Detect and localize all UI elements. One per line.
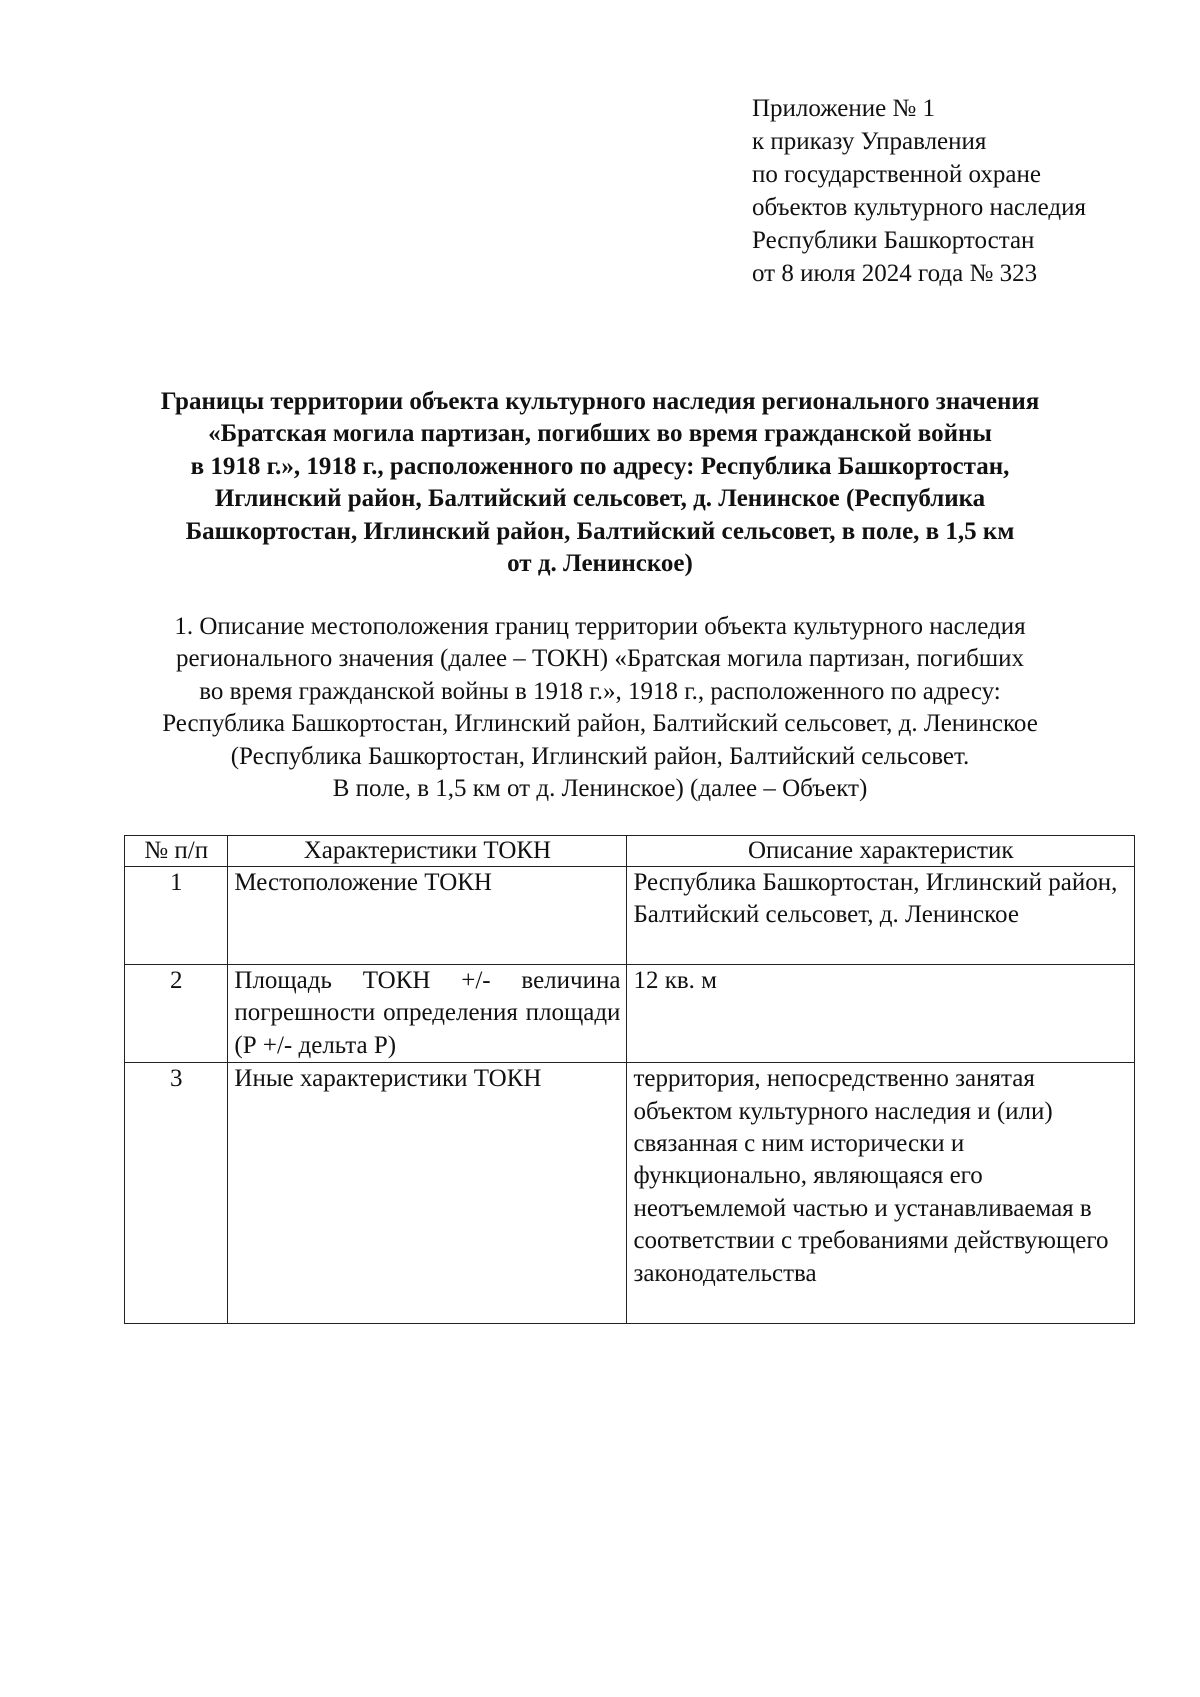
- title-line: Границы территории объекта культурного наследия регионального значения: [160, 388, 1040, 415]
- title-line: Иглинский район, Балтийский сельсовет, д. Ленинское (Республика: [214, 485, 986, 513]
- header-characteristic: Характеристики ТОКН: [228, 836, 627, 867]
- section-line: Республика Башкортостан, Иглинский район, Балтийский сельсовет, д. Ленинское: [162, 710, 1038, 738]
- table-row: [125, 965, 1135, 1063]
- appendix-line: объектов культурного наследия: [752, 194, 1086, 221]
- section-line: регионального значения (далее – ТОКН) «Братская могила партизан, погибших: [175, 645, 1025, 673]
- row-number: 3: [125, 1063, 228, 1324]
- section-1-description: [100, 611, 1100, 805]
- section-line: (Республика Башкортостан, Иглинский район, Балтийский сельсовет.: [230, 742, 970, 770]
- section-line: В поле, в 1,5 км от д. Ленинское) (далее – Объект): [332, 775, 868, 803]
- appendix-block: [752, 92, 1172, 290]
- header-description: Описание характеристик: [627, 836, 1135, 867]
- appendix-line: Приложение № 1: [752, 95, 936, 122]
- title-line: «Братская могила партизан, погибших во время гражданской войны: [208, 420, 992, 448]
- characteristics-table: [124, 835, 1135, 1324]
- section-line: во время гражданской войны в 1918 г.», 1918 г., расположенного по адресу:: [199, 677, 1001, 705]
- appendix-line: к приказу Управления: [752, 128, 987, 155]
- title-line: от д. Ленинское): [507, 550, 693, 578]
- row-characteristic: Местоположение ТОКН: [228, 867, 627, 965]
- row-number: 2: [125, 965, 228, 1063]
- row-characteristic: Площадь ТОКН +/- величина погрешности определения площади (Р +/- дельта Р): [228, 965, 627, 1063]
- row-characteristic: Иные характеристики ТОКН: [228, 1063, 627, 1324]
- document-title: [100, 386, 1100, 580]
- table-row: [125, 867, 1135, 965]
- header-number: № п/п: [125, 836, 228, 867]
- appendix-line: Республики Башкортостан: [752, 227, 1035, 254]
- title-line: в 1918 г.», 1918 г., расположенного по адресу: Республика Башкортостан,: [190, 452, 1010, 480]
- row-description: 12 кв. м: [627, 965, 1135, 1063]
- section-line: 1. Описание местоположения границ территории объекта культурного наследия: [174, 613, 1026, 640]
- row-description: территория, непосредственно занятая объектом культурного наследия и (или) связанная с ним исторически и функционально, являющаяся его неотъемлемой частью и устанавливаемая в соответствии с требованиями действующего законодательства: [627, 1063, 1135, 1324]
- appendix-line: по государственной охране: [752, 161, 1042, 188]
- appendix-line: от 8 июля 2024 года № 323: [752, 260, 1038, 287]
- row-number: 1: [125, 867, 228, 965]
- table-header-row: [125, 836, 1135, 867]
- title-line: Башкортостан, Иглинский район, Балтийский сельсовет, в поле, в 1,5 км: [185, 517, 1015, 545]
- row-description: Республика Башкортостан, Иглинский район, Балтийский сельсовет, д. Ленинское: [627, 867, 1135, 965]
- table-row: [125, 1063, 1135, 1324]
